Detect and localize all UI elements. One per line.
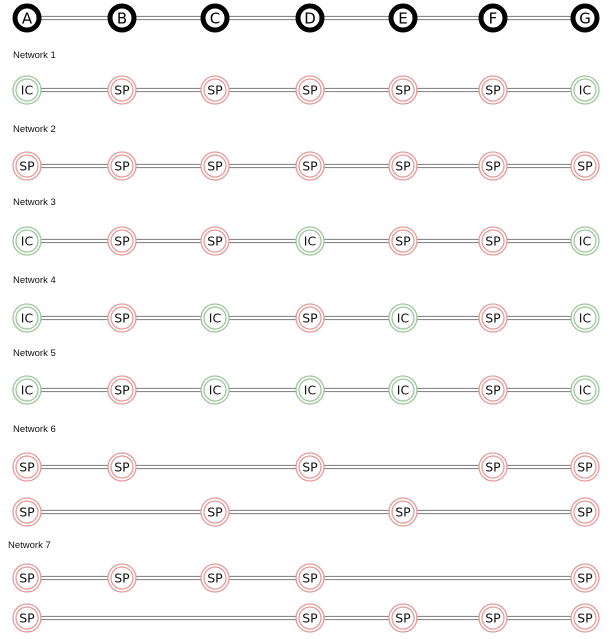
node-sp-b bbox=[108, 304, 136, 332]
node-sp-a bbox=[13, 152, 41, 180]
node-sp-g bbox=[571, 152, 599, 180]
node-label: SP bbox=[485, 158, 501, 174]
station-header bbox=[15, 6, 597, 30]
node-sp-f bbox=[479, 76, 507, 104]
networks bbox=[8, 50, 599, 632]
network-label: Network 4 bbox=[13, 275, 56, 286]
node-label: IC bbox=[20, 82, 34, 98]
node-ic-e bbox=[389, 304, 417, 332]
node-sp-d bbox=[296, 304, 324, 332]
network-label: Network 7 bbox=[8, 540, 51, 551]
node-ic-a bbox=[13, 227, 41, 255]
node-sp-a bbox=[13, 498, 41, 526]
network-3 bbox=[13, 197, 599, 255]
node-sp-e bbox=[389, 227, 417, 255]
node-ic-g bbox=[571, 376, 599, 404]
network-row bbox=[13, 498, 599, 526]
station-g bbox=[573, 6, 597, 30]
node-label: SP bbox=[114, 382, 130, 398]
node-sp-c bbox=[201, 152, 229, 180]
node-sp-g bbox=[571, 498, 599, 526]
node-label: IC bbox=[396, 310, 410, 326]
node-sp-e bbox=[389, 604, 417, 632]
node-label: SP bbox=[485, 459, 501, 475]
station-label: A bbox=[21, 9, 33, 28]
node-ic-e bbox=[389, 376, 417, 404]
node-sp-d bbox=[296, 564, 324, 592]
node-label: SP bbox=[395, 82, 411, 98]
node-label: IC bbox=[578, 310, 592, 326]
node-label: SP bbox=[302, 158, 318, 174]
node-label: IC bbox=[303, 233, 317, 249]
node-ic-c bbox=[201, 376, 229, 404]
node-label: IC bbox=[303, 382, 317, 398]
station-d bbox=[298, 6, 322, 30]
station-label: C bbox=[209, 9, 221, 28]
node-label: SP bbox=[302, 610, 318, 626]
node-ic-d bbox=[296, 376, 324, 404]
node-sp-c bbox=[201, 227, 229, 255]
station-label: D bbox=[304, 9, 316, 28]
node-label: SP bbox=[19, 610, 35, 626]
node-sp-e bbox=[389, 76, 417, 104]
node-sp-f bbox=[479, 152, 507, 180]
node-sp-a bbox=[13, 604, 41, 632]
node-label: SP bbox=[19, 570, 35, 586]
node-label: SP bbox=[485, 610, 501, 626]
node-label: SP bbox=[19, 158, 35, 174]
node-sp-e bbox=[389, 152, 417, 180]
node-sp-d bbox=[296, 453, 324, 481]
node-label: IC bbox=[578, 82, 592, 98]
node-ic-d bbox=[296, 227, 324, 255]
node-sp-g bbox=[571, 453, 599, 481]
node-label: SP bbox=[114, 158, 130, 174]
node-label: SP bbox=[485, 233, 501, 249]
node-sp-f bbox=[479, 604, 507, 632]
node-sp-c bbox=[201, 76, 229, 104]
network-4 bbox=[13, 275, 599, 332]
node-sp-b bbox=[108, 453, 136, 481]
network-2 bbox=[13, 124, 599, 180]
node-label: SP bbox=[395, 158, 411, 174]
network-6 bbox=[13, 424, 599, 526]
node-label: SP bbox=[114, 459, 130, 475]
node-label: SP bbox=[302, 459, 318, 475]
node-label: SP bbox=[395, 504, 411, 520]
station-f bbox=[481, 6, 505, 30]
route-line bbox=[27, 510, 585, 513]
node-label: SP bbox=[577, 570, 593, 586]
node-sp-a bbox=[13, 564, 41, 592]
network-row bbox=[13, 376, 599, 404]
node-sp-b bbox=[108, 152, 136, 180]
station-b bbox=[110, 6, 134, 30]
node-label: SP bbox=[485, 82, 501, 98]
network-5 bbox=[13, 348, 599, 404]
network-label: Network 3 bbox=[13, 197, 56, 208]
node-label: IC bbox=[396, 382, 410, 398]
node-ic-a bbox=[13, 76, 41, 104]
node-label: SP bbox=[114, 310, 130, 326]
node-label: IC bbox=[208, 310, 222, 326]
node-ic-g bbox=[571, 304, 599, 332]
node-label: SP bbox=[114, 233, 130, 249]
network-1 bbox=[13, 50, 599, 104]
network-row bbox=[13, 453, 599, 481]
node-label: SP bbox=[395, 233, 411, 249]
station-label: E bbox=[398, 9, 408, 28]
node-label: SP bbox=[577, 158, 593, 174]
network-row bbox=[13, 604, 599, 632]
network-label: Network 6 bbox=[13, 424, 56, 435]
node-sp-b bbox=[108, 76, 136, 104]
node-sp-a bbox=[13, 453, 41, 481]
node-label: IC bbox=[578, 233, 592, 249]
network-row bbox=[13, 227, 599, 255]
node-label: SP bbox=[577, 459, 593, 475]
node-label: SP bbox=[114, 82, 130, 98]
node-label: SP bbox=[485, 382, 501, 398]
network-row bbox=[13, 152, 599, 180]
station-e bbox=[391, 6, 415, 30]
node-sp-c bbox=[201, 498, 229, 526]
node-label: SP bbox=[577, 610, 593, 626]
network-label: Network 5 bbox=[13, 348, 56, 359]
node-label: IC bbox=[20, 382, 34, 398]
node-label: SP bbox=[395, 610, 411, 626]
node-sp-b bbox=[108, 564, 136, 592]
node-label: IC bbox=[20, 310, 34, 326]
network-7 bbox=[8, 540, 599, 632]
node-sp-b bbox=[108, 227, 136, 255]
node-sp-d bbox=[296, 152, 324, 180]
node-sp-b bbox=[108, 376, 136, 404]
node-ic-g bbox=[571, 227, 599, 255]
node-sp-e bbox=[389, 498, 417, 526]
station-a bbox=[15, 6, 39, 30]
node-label: SP bbox=[207, 82, 223, 98]
node-ic-a bbox=[13, 376, 41, 404]
node-label: SP bbox=[19, 459, 35, 475]
network-row bbox=[13, 304, 599, 332]
station-label: G bbox=[579, 9, 591, 28]
station-c bbox=[203, 6, 227, 30]
node-label: SP bbox=[302, 82, 318, 98]
node-label: SP bbox=[114, 570, 130, 586]
node-label: SP bbox=[302, 310, 318, 326]
node-sp-g bbox=[571, 604, 599, 632]
node-sp-d bbox=[296, 76, 324, 104]
node-label: SP bbox=[207, 504, 223, 520]
node-sp-f bbox=[479, 453, 507, 481]
node-ic-g bbox=[571, 76, 599, 104]
node-label: SP bbox=[207, 158, 223, 174]
node-label: SP bbox=[577, 504, 593, 520]
node-ic-a bbox=[13, 304, 41, 332]
node-label: SP bbox=[302, 570, 318, 586]
node-label: SP bbox=[207, 233, 223, 249]
node-label: IC bbox=[578, 382, 592, 398]
node-label: IC bbox=[208, 382, 222, 398]
node-label: SP bbox=[19, 504, 35, 520]
node-label: SP bbox=[207, 570, 223, 586]
node-label: SP bbox=[485, 310, 501, 326]
network-label: Network 2 bbox=[13, 124, 56, 135]
network-row bbox=[13, 564, 599, 592]
station-label: F bbox=[488, 9, 498, 28]
node-sp-f bbox=[479, 304, 507, 332]
node-sp-f bbox=[479, 376, 507, 404]
network-label: Network 1 bbox=[13, 50, 56, 61]
node-sp-d bbox=[296, 604, 324, 632]
node-ic-c bbox=[201, 304, 229, 332]
network-row bbox=[13, 76, 599, 104]
node-label: IC bbox=[20, 233, 34, 249]
node-sp-c bbox=[201, 564, 229, 592]
node-sp-g bbox=[571, 564, 599, 592]
node-sp-f bbox=[479, 227, 507, 255]
station-label: B bbox=[116, 9, 128, 28]
